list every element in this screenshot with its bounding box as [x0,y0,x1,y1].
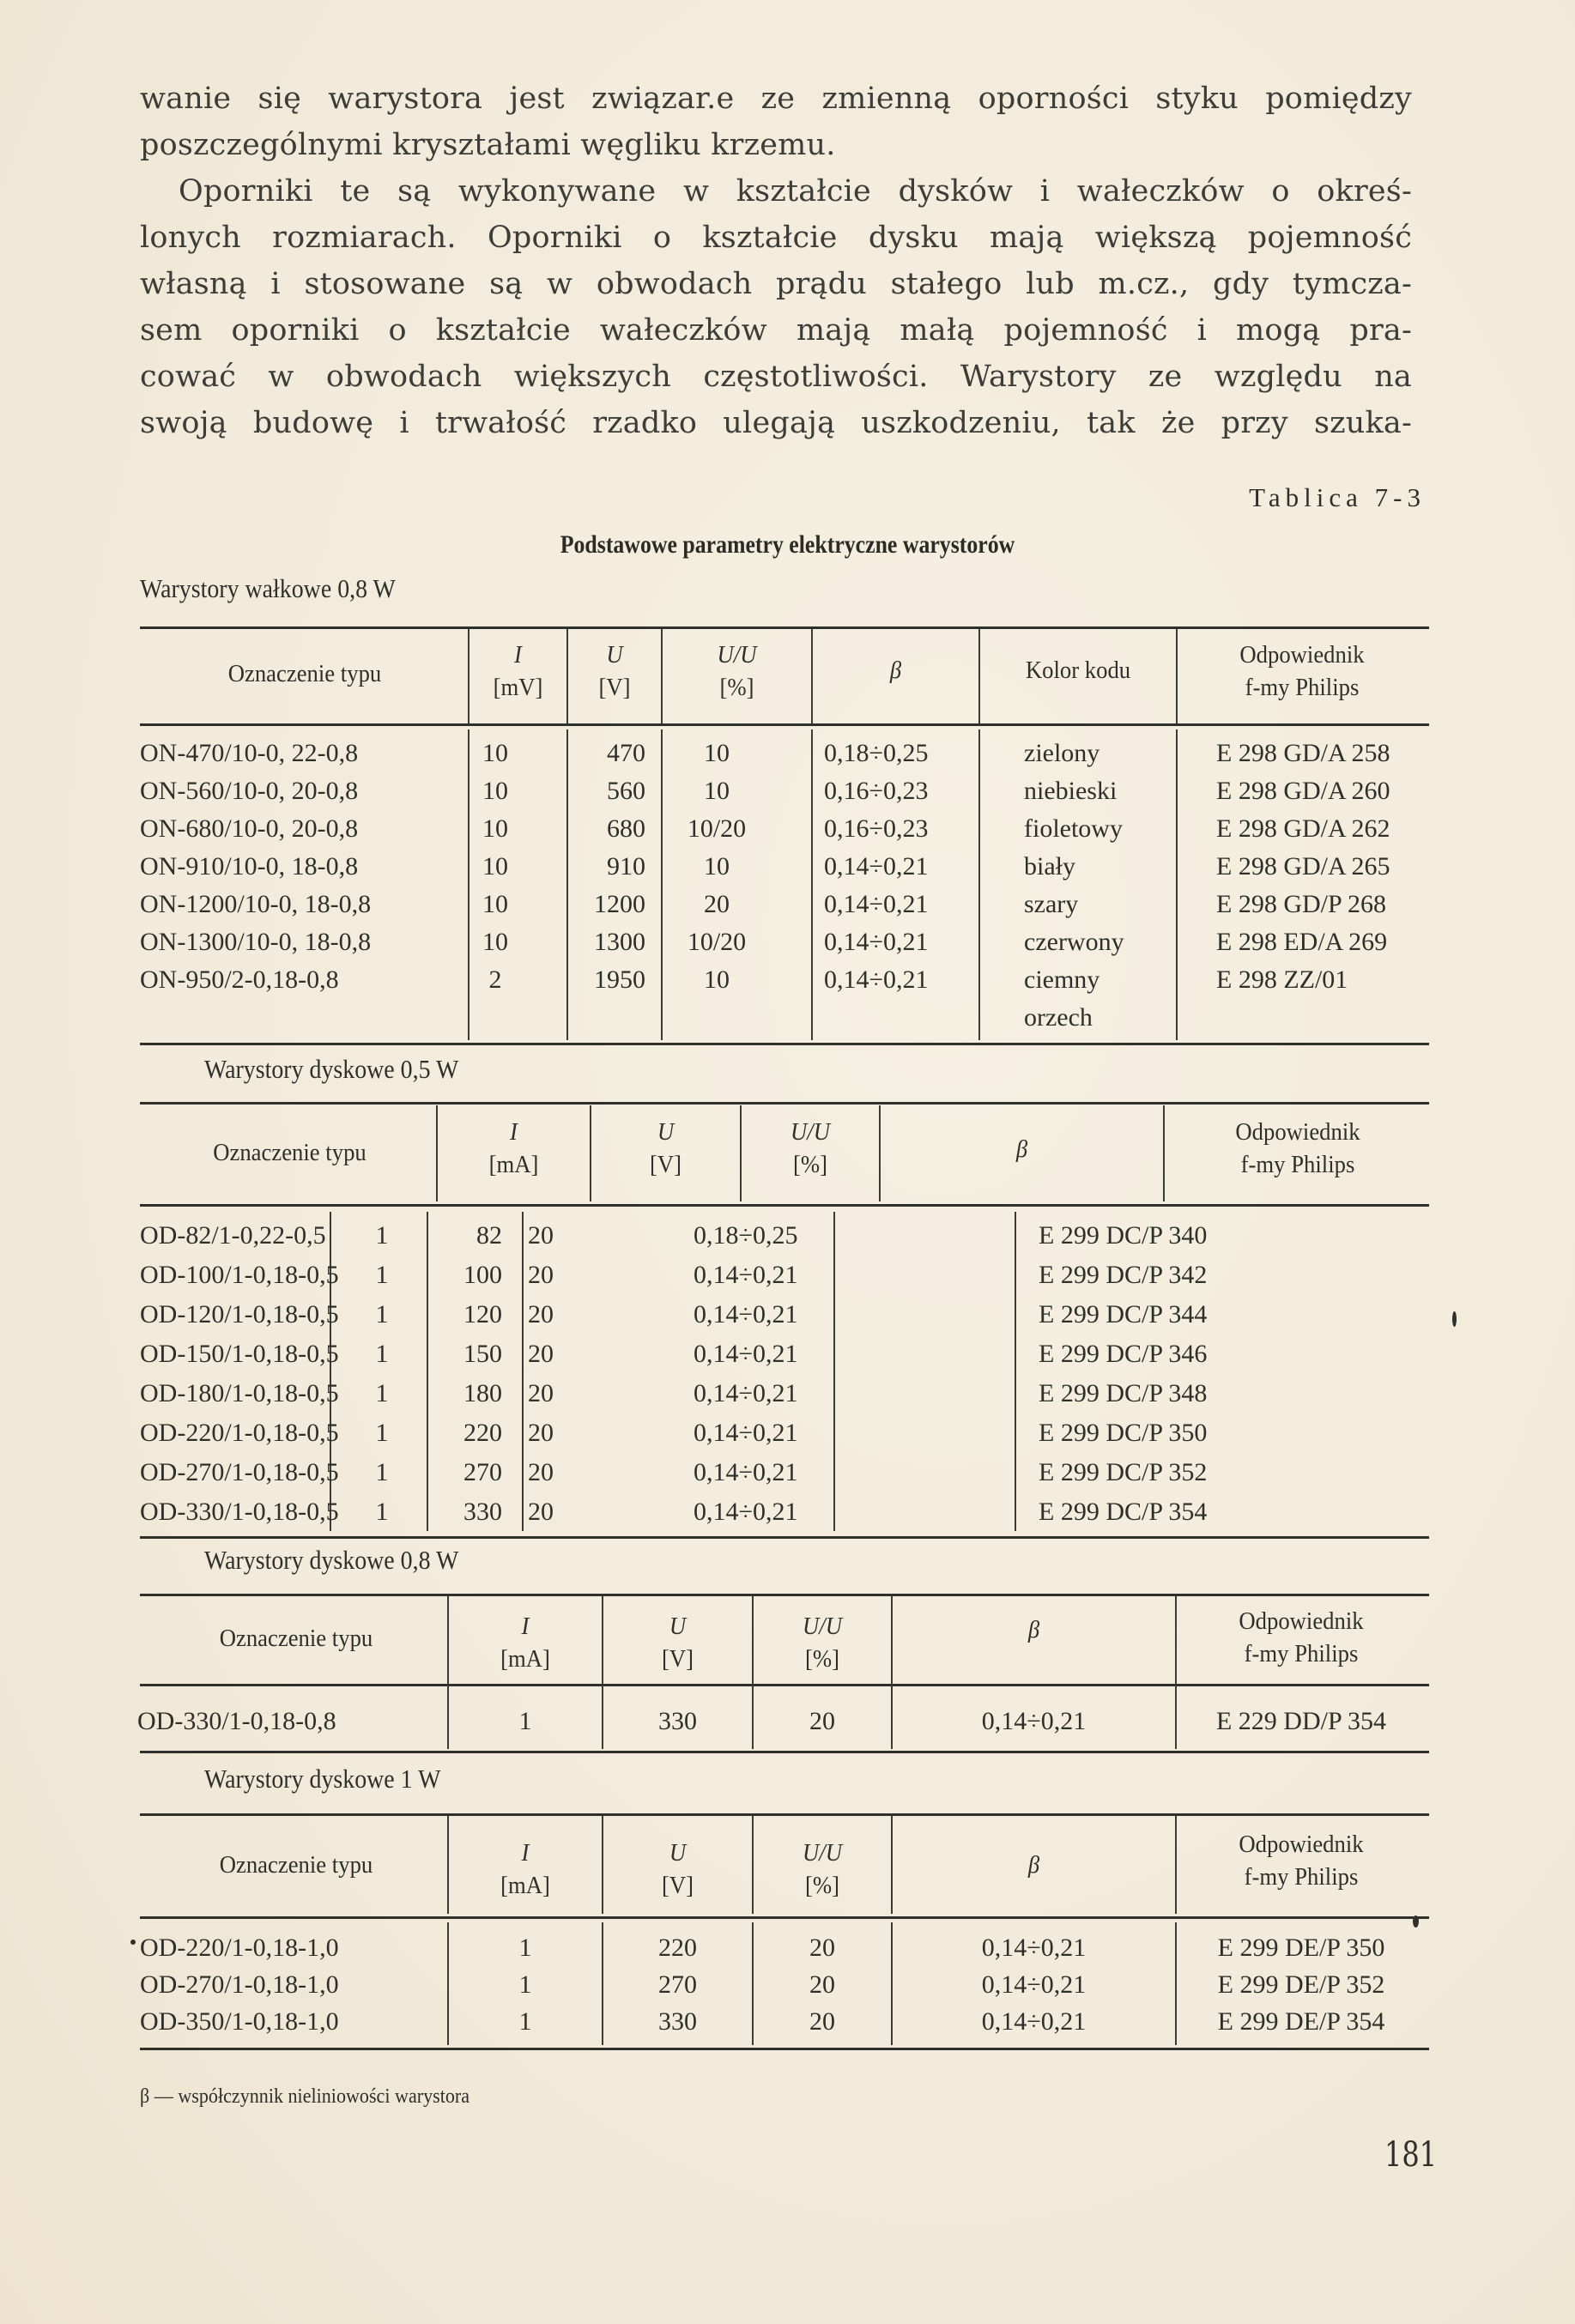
header-uu-unit: [%] [792,1151,827,1178]
cell-beta: 0,16÷0,23 [824,777,929,805]
cell-type: OD-150/1-0,18-0,5 [140,1340,339,1368]
column-divider [1176,629,1178,723]
page-number: 181 [1384,2135,1438,2175]
header-i-symbol: I [514,641,522,669]
cell-beta: 0,14÷0,21 [694,1261,798,1289]
cell-philips: E 299 DE/P 352 [1217,1970,1385,1999]
cell-beta: 0,14÷0,21 [694,1340,798,1368]
cell-type: ON-470/10-0, 22-0,8 [140,739,359,767]
header-u [597,1116,734,1181]
cell-uu: 20 [809,2007,835,2036]
cell-philips: E 299 DC/P 348 [1039,1379,1208,1407]
column-divider [522,1212,524,1531]
cell-uu: 10 [704,739,730,767]
cell-i: 1 [375,1340,389,1368]
cell-philips: E 298 GD/A 260 [1216,777,1390,805]
cell-i: 1 [375,1498,389,1526]
cell-type: OD-330/1-0,18-0,5 [140,1498,339,1526]
cell-i: 10 [482,928,508,956]
text-line: wanie się warystora jest związar.e ze zmienną oporności styku pomiędzy [140,82,1412,116]
header-u-symbol: U [657,1118,675,1146]
cell-color: ciemny [1024,965,1100,994]
header-philips-line1: Odpowiednik [1239,641,1365,669]
header-color: Kolor kodu [1025,657,1131,684]
cell-u: 220 [463,1419,502,1447]
cell-beta: 0,18÷0,25 [824,739,929,767]
section-title: Warystory wałkowe 0,8 W [140,573,396,603]
cell-color: biały [1024,852,1075,881]
cell-u: 180 [463,1379,502,1407]
cell-uu: 10 [704,777,730,805]
cell-beta: 0,14÷0,21 [824,928,929,956]
header-philips-line2: f-my Philips [1240,1151,1355,1178]
cell-uu: 20 [809,1707,835,1735]
cell-philips: E 299 DC/P 344 [1039,1300,1208,1328]
cell-color-line2: orzech [1024,1003,1093,1032]
cell-uu: 20 [528,1300,554,1328]
cell-uu: 20 [704,890,730,918]
cell-u: 330 [463,1498,502,1526]
column-divider [566,629,568,723]
text-line: własną i stosowane są w obwodach prądu stałego lub m.cz., gdy tymcza- [140,267,1412,301]
cell-philips: E 299 DE/P 350 [1217,1934,1385,1962]
cell-type: OD-82/1-0,22-0,5 [140,1221,326,1250]
column-divider [661,729,663,1040]
cell-type: OD-270/1-0,18-0,5 [140,1458,339,1486]
cell-beta: 0,14÷0,21 [694,1379,798,1407]
cell-u: 910 [607,852,645,881]
cell-color: szary [1024,890,1079,918]
header-type: Oznaczenie typu [219,1851,373,1879]
cell-color: zielony [1024,739,1100,767]
cell-i: 1 [375,1221,389,1250]
column-divider [752,1816,754,1914]
header-u-unit: [V] [598,674,631,701]
column-divider [879,1105,881,1201]
cell-uu: 10 [704,852,730,881]
cell-u: 1300 [594,928,645,956]
cell-philips: E 298 ZZ/01 [1216,965,1348,994]
cell-uu: 10/20 [687,928,747,956]
cell-uu: 20 [528,1458,554,1486]
cell-u: 470 [607,739,645,767]
cell-i: 1 [518,1934,532,1962]
column-divider [833,1212,835,1531]
cell-beta: 0,14÷0,21 [981,1934,1087,1962]
table-top-rule [140,626,1429,629]
column-divider [978,629,980,723]
cell-u: 220 [658,1934,697,1962]
cell-type: ON-950/2-0,18-0,8 [140,965,339,994]
header-i [455,1610,596,1675]
cell-i: 10 [482,777,508,805]
cell-type: OD-220/1-0,18-1,0 [140,1934,339,1962]
cell-philips: E 229 DD/P 354 [1215,1707,1387,1735]
header-i [474,638,563,704]
cell-type: ON-560/10-0, 20-0,8 [140,777,359,805]
header-bottom-rule [140,723,1429,726]
column-divider [602,1816,603,1914]
cell-philips: E 299 DC/P 340 [1039,1221,1208,1250]
text-line: poszczególnymi kryształami węgliku krzemu. [140,128,836,162]
cell-type: OD-330/1-0,18-0,8 [137,1707,336,1735]
header-u-unit: [V] [649,1151,682,1178]
header-uu-symbol: U/U [717,641,757,669]
cell-type: OD-220/1-0,18-0,5 [140,1419,339,1447]
cell-color: niebieski [1024,777,1118,805]
cell-type: ON-1300/10-0, 18-0,8 [140,928,372,956]
cell-i: 1 [375,1419,389,1447]
cell-type: OD-270/1-0,18-1,0 [140,1970,339,1999]
table-title: Podstawowe parametry elektryczne warystorów [560,530,1015,559]
header-i-symbol: I [521,1613,530,1640]
header-beta: β [1027,1851,1040,1879]
column-divider [740,1105,742,1201]
cell-i: 1 [375,1261,389,1289]
header-uu-unit: [%] [719,674,754,701]
cell-type: OD-120/1-0,18-0,5 [140,1300,339,1328]
header-u-unit: [V] [661,1872,694,1899]
cell-beta: 0,14÷0,21 [694,1458,798,1486]
cell-i: 2 [488,965,502,994]
column-divider [811,629,813,723]
ink-mark [130,1940,136,1945]
cell-beta: 0,14÷0,21 [824,852,929,881]
table-bottom-rule [140,1751,1429,1753]
cell-i: 1 [375,1458,389,1486]
header-uu-unit: [%] [804,1872,839,1899]
cell-uu: 20 [528,1340,554,1368]
cell-u: 1950 [594,965,645,994]
cell-u: 330 [658,2007,697,2036]
text-line: swoją budowę i trwałość rzadko ulegają uszkodzeniu, tak że przy szuka- [140,406,1412,440]
column-divider [891,1816,893,1914]
ink-mark [1452,1311,1457,1327]
footnote: β — współczynnik nieliniowości warystora [140,2085,470,2108]
cell-type: OD-350/1-0,18-1,0 [140,2007,339,2036]
cell-u: 680 [607,814,645,843]
cell-i: 1 [375,1300,389,1328]
header-u [609,1610,746,1675]
cell-uu: 20 [528,1419,554,1447]
header-i-symbol: I [521,1839,530,1867]
cell-beta: 0,14÷0,21 [981,1707,1087,1735]
header-uu [759,1837,885,1902]
column-divider [468,629,469,723]
cell-u: 560 [607,777,645,805]
header-type: Oznaczenie typu [219,1625,373,1652]
column-divider [661,629,663,723]
header-i-unit: [mV] [493,674,543,701]
header-uu-symbol: U/U [803,1613,842,1640]
cell-u: 120 [463,1300,502,1328]
cell-color: fioletowy [1024,814,1123,843]
cell-uu: 20 [809,1934,835,1962]
cell-beta: 0,14÷0,21 [694,1300,798,1328]
header-bottom-rule [140,1684,1429,1686]
cell-u: 270 [463,1458,502,1486]
cell-i: 1 [518,1970,532,1999]
header-i-unit: [mA] [500,1645,550,1673]
cell-type: OD-100/1-0,18-0,5 [140,1261,339,1289]
cell-i: 1 [518,1707,532,1735]
body-paragraphs [140,76,1412,446]
header-uu-symbol: U/U [803,1839,842,1867]
header-beta: β [889,657,902,684]
cell-i: 10 [482,739,508,767]
column-divider [427,1212,428,1531]
table-bottom-rule [140,1536,1429,1539]
cell-color: czerwony [1024,928,1124,956]
header-type: Oznaczenie typu [213,1139,366,1166]
section-title: Warystory dyskowe 1 W [204,1764,441,1794]
header-i [455,1837,596,1902]
section-title: Warystory dyskowe 0,8 W [204,1545,459,1575]
text-line: Oporniki te są wykonywane w kształcie dysków i wałeczków o okreś- [179,174,1412,209]
header-philips [1187,1828,1416,1893]
header-philips-line1: Odpowiednik [1239,1831,1364,1858]
table-top-rule [140,1102,1429,1105]
cell-i: 1 [375,1379,389,1407]
header-beta: β [1015,1135,1028,1163]
cell-philips: E 299 DC/P 342 [1039,1261,1208,1289]
column-divider [590,1105,591,1201]
cell-type: ON-680/10-0, 20-0,8 [140,814,359,843]
cell-beta: 0,14÷0,21 [694,1419,798,1447]
header-uu-symbol: U/U [791,1118,830,1146]
cell-u: 82 [476,1221,502,1250]
header-i-unit: [mA] [500,1872,550,1899]
column-divider [978,729,980,1040]
header-u-symbol: U [606,641,623,669]
cell-i: 10 [482,814,508,843]
cell-uu: 20 [528,1379,554,1407]
column-divider [1175,1816,1177,1914]
cell-philips: E 298 GD/A 258 [1216,739,1390,767]
text-line: cować w obwodach większych częstotliwości. Warystory ze względu na [140,360,1412,394]
header-i-unit: [mA] [488,1151,539,1178]
cell-philips: E 299 DC/P 346 [1039,1340,1208,1368]
cell-beta: 0,14÷0,21 [981,2007,1087,2036]
cell-beta: 0,16÷0,23 [824,814,929,843]
header-philips [1187,1605,1416,1670]
cell-uu: 20 [528,1261,554,1289]
section-title: Warystory dyskowe 0,5 W [204,1054,459,1084]
header-uu [747,1116,873,1181]
cell-philips: E 299 DE/P 354 [1217,2007,1385,2036]
column-divider [811,729,813,1040]
cell-philips: E 299 DC/P 354 [1039,1498,1208,1526]
cell-beta: 0,18÷0,25 [694,1221,798,1250]
cell-uu: 20 [809,1970,835,1999]
header-bottom-rule [140,1916,1429,1919]
column-divider [1176,729,1178,1040]
header-u-symbol: U [669,1613,687,1640]
header-i [444,1116,584,1181]
cell-u: 330 [658,1707,697,1735]
cell-u: 150 [463,1340,502,1368]
table-bottom-rule [140,2048,1429,2050]
cell-uu: 20 [528,1498,554,1526]
column-divider [436,1105,438,1201]
cell-philips: E 299 DC/P 352 [1039,1458,1208,1486]
cell-beta: 0,14÷0,21 [694,1498,798,1526]
header-uu [759,1610,885,1675]
cell-beta: 0,14÷0,21 [824,890,929,918]
header-uu [669,638,805,704]
header-i-symbol: I [510,1118,518,1146]
cell-type: ON-910/10-0, 18-0,8 [140,852,359,881]
cell-i: 10 [482,890,508,918]
header-philips [1175,1116,1420,1181]
header-philips-line2: f-my Philips [1244,1640,1359,1667]
header-uu-unit: [%] [804,1645,839,1673]
cell-philips: E 298 ED/A 269 [1216,928,1388,956]
header-u [572,638,657,704]
header-u-symbol: U [669,1839,687,1867]
header-u-unit: [V] [661,1645,694,1673]
cell-philips: E 298 GD/A 265 [1216,852,1390,881]
cell-uu: 10 [704,965,730,994]
text-line: lonych rozmiarach. Oporniki o kształcie dysku mają większą pojemność [140,221,1412,255]
cell-beta: 0,14÷0,21 [981,1970,1087,1999]
table-bottom-rule [140,1043,1429,1045]
header-bottom-rule [140,1204,1429,1207]
header-philips-line2: f-my Philips [1244,1863,1359,1891]
cell-philips: E 298 GD/P 268 [1216,890,1387,918]
cell-philips: E 299 DC/P 350 [1039,1419,1208,1447]
cell-i: 1 [518,2007,532,2036]
ink-mark [1413,1915,1419,1928]
header-philips-line1: Odpowiednik [1235,1118,1360,1146]
header-philips [1188,638,1417,704]
header-philips-line1: Odpowiednik [1239,1607,1364,1635]
cell-i: 10 [482,852,508,881]
cell-type: OD-180/1-0,18-0,5 [140,1379,339,1407]
column-divider [1015,1212,1016,1531]
header-u [609,1837,746,1902]
header-philips-line2: f-my Philips [1245,674,1360,701]
column-divider [447,1816,449,1914]
text-line: sem oporniki o kształcie wałeczków mają małą pojemność i mogą pra- [140,313,1412,348]
cell-beta: 0,14÷0,21 [824,965,929,994]
header-type: Oznaczenie typu [227,660,382,687]
cell-u: 270 [658,1970,697,1999]
column-divider [1163,1105,1165,1201]
cell-philips: E 298 GD/A 262 [1216,814,1390,843]
cell-type: ON-1200/10-0, 18-0,8 [140,890,372,918]
table-top-rule [140,1813,1429,1816]
cell-u: 1200 [594,890,645,918]
cell-u: 100 [463,1261,502,1289]
table-number: Tablica 7-3 [1249,482,1426,512]
table-top-rule [140,1594,1429,1596]
header-beta: β [1027,1616,1040,1643]
cell-uu: 20 [528,1221,554,1250]
cell-uu: 10/20 [687,814,747,843]
